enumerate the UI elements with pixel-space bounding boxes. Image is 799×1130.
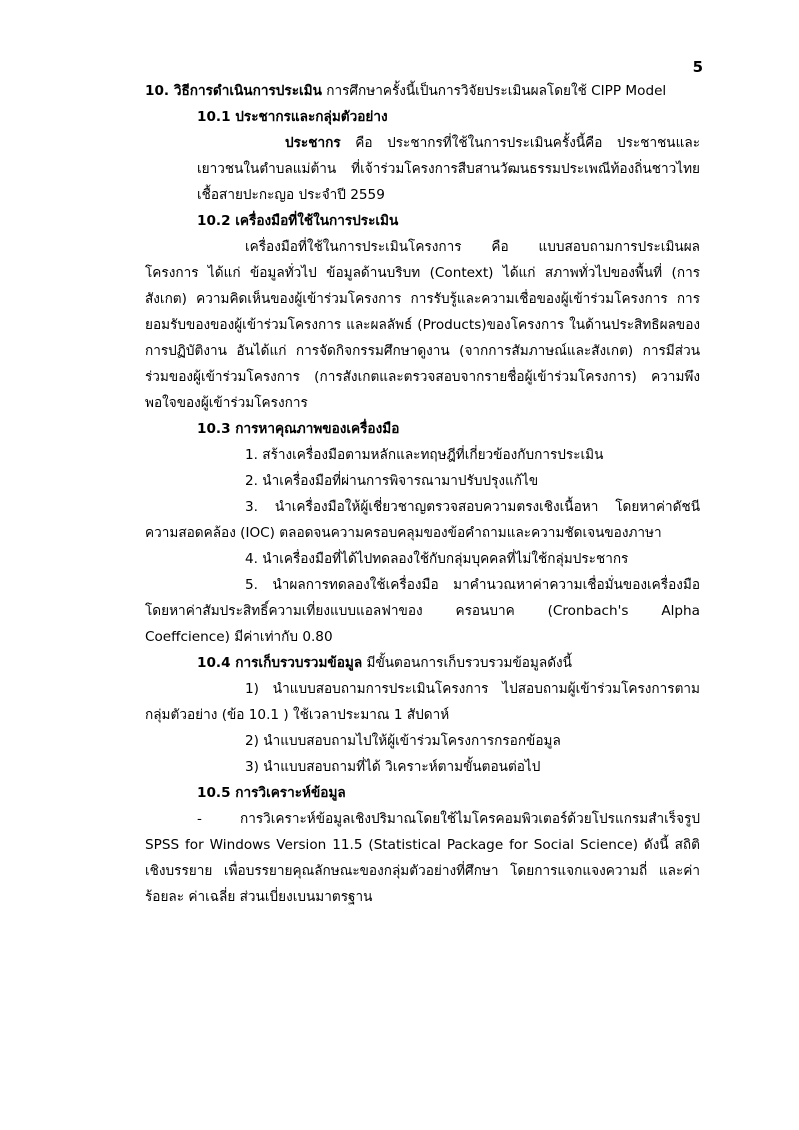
- section-10-5-paragraph: - การวิเคราะห์ข้อมูลเชิงปริมาณโดยใช้ไมโครคอมพิวเตอร์ด้วยโปรแกรมสำเร็จรูป SPSS for Windows Version 11.5 (Statistical Package for Social Science) ดังนี้ สถิติเชิงบรรยาย เพื่อบรรยายคุณลักษณะของกลุ่มตัวอย่างที่ศึกษา โดยการแจกแจงความถี่ และค่าร้อยละ ค่าเฉลี่ย ส่วนเบี่ยงเบนมาตรฐาน: [145, 811, 700, 905]
- quality-item-2: 2. นำเครื่องมือที่ผ่านการพิจารณามาปรับปรุงแก้ไข: [245, 473, 539, 489]
- quality-item-3: 3. นำเครื่องมือให้ผู้เชี่ยวชาญตรวจสอบความตรงเชิงเนื้อหา โดยหาค่าดัชนีความสอดคล้อง (IOC) ตลอดจนความครอบคลุมของข้อคำถามและความชัดเจนของภาษา: [145, 499, 700, 541]
- population-text: คือ ประชากรที่ใช้ในการประเมินครั้งนี้คือ ประชาชนและเยาวชนในตำบลแม่ต้าน ที่เจ้าร่วมโครงการสืบสานวัฒนธรรมประเพณีท้องถิ่นชาวไทยเชื้อสายปะกะญอ ประจำปี 2559: [197, 135, 700, 203]
- section-10-4: [145, 650, 700, 676]
- collection-item-3: 3) นำแบบสอบถามที่ได้ วิเคราะห์ตามขั้นตอนต่อไป: [245, 759, 541, 775]
- page-number: 5: [692, 58, 703, 76]
- quality-item-1: 1. สร้างเครื่องมือตามหลักและทฤษฎีที่เกี่ยวข้องกับการประเมิน: [245, 447, 604, 463]
- collection-item-1: 1) นำแบบสอบถามการประเมินโครงการ ไปสอบถามผู้เข้าร่วมโครงการตามกลุ่มตัวอย่าง (ข้อ 10.1 ) ใช้เวลาประมาณ 1 สัปดาห์: [145, 681, 700, 723]
- section-10-title: 10. วิธีการดำเนินการประเมิน: [145, 83, 322, 99]
- section-10: [145, 78, 700, 104]
- section-10-2-heading: 10.2 เครื่องมือที่ใช้ในการประเมิน: [197, 213, 399, 229]
- collection-item-2: 2) นำแบบสอบถามไปให้ผู้เข้าร่วมโครงการกรอกข้อมูล: [245, 733, 561, 749]
- section-10-4-heading: 10.4 การเก็บรวบรวมข้อมูล: [197, 655, 363, 671]
- section-10-5-heading: 10.5 การวิเคราะห์ข้อมูล: [197, 785, 346, 801]
- section-10-text: การศึกษาครั้งนี้เป็นการวิจัยประเมินผลโดยใช้ CIPP Model: [326, 83, 667, 99]
- document-body: [145, 78, 700, 910]
- section-10-1-heading: 10.1 ประชากรและกลุ่มตัวอย่าง: [197, 109, 388, 125]
- section-10-3-heading: 10.3 การหาคุณภาพของเครื่องมือ: [197, 421, 400, 437]
- quality-item-5: 5. นำผลการทดลองใช้เครื่องมือ มาคำนวณหาค่าความเชื่อมั่นของเครื่องมือ โดยหาค่าสัมประสิทธิ์ความเที่ยงแบบแอลฟาของ ครอนบาค (Cronbach's Alpha Coeffcience) มีค่าเท่ากับ 0.80: [145, 577, 700, 645]
- quality-item-4: 4. นำเครื่องมือที่ได้ไปทดลองใช้กับกลุ่มบุคคลที่ไม่ใช้กลุ่มประชากร: [245, 551, 629, 567]
- section-10-4-intro: มีขั้นตอนการเก็บรวบรวมข้อมูลดังนี้: [366, 655, 572, 671]
- population-label: ประชากร: [285, 135, 341, 151]
- section-10-2-paragraph: เครื่องมือที่ใช้ในการประเมินโครงการ คือ แบบสอบถามการประเมินผลโครงการ ได้แก่ ข้อมูลทั่วไป ข้อมูลด้านบริบท (Context) ได้แก่ สภาพทั่วไปของพื้นที่ (การสังเกต) ความคิดเห็นของผู้เข้าร่วมโครงการ การรับรู้และความเชื่อของผู้เข้าร่วมโครงการ การยอมรับของของผู้เข้าร่วมโครงการ และผลลัพธ์ (Products)ของโครงการ ในด้านประสิทธิผลของการปฏิบัติงาน อันได้แก่ การจัดกิจกรรมศึกษาดูงาน (จากการสัมภาษณ์และสังเกต) การมีส่วนร่วมของผู้เข้าร่วมโครงการ (การสังเกตและตรวจสอบจากรายชื่อผู้เข้าร่วมโครงการ) ความพึงพอใจของผู้เข้าร่วมโครงการ: [145, 239, 700, 411]
- section-10-1-paragraph: [145, 130, 700, 208]
